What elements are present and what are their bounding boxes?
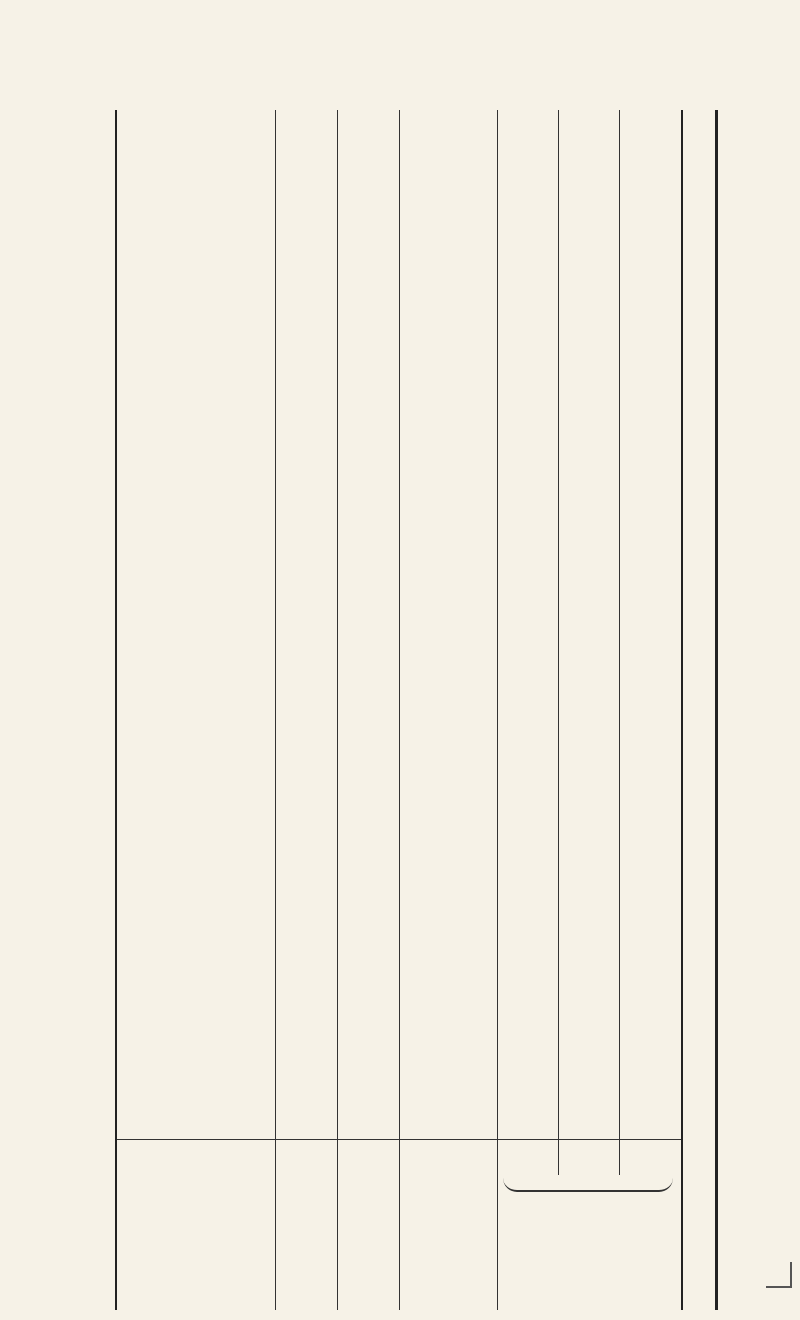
carbon-row xyxy=(497,110,559,1175)
state-cell-10 xyxy=(399,210,497,303)
hydrogen-cell-6 xyxy=(558,582,619,675)
state-cell-6 xyxy=(399,582,497,675)
hydrogen-cell-2 xyxy=(558,954,619,1047)
coke-cell-11 xyxy=(337,117,399,210)
density-cell-11 xyxy=(275,117,337,210)
carbon-cell-6 xyxy=(497,582,558,675)
coke-cell-2 xyxy=(337,954,399,1047)
coke-cell-10 xyxy=(337,210,399,303)
density-cell-10 xyxy=(275,210,337,303)
carbon-label xyxy=(497,1140,558,1175)
fuel-row xyxy=(117,110,276,1310)
carbon-cell-8 xyxy=(497,396,558,489)
fuel-cell-10 xyxy=(117,210,275,303)
fuel-cell-11 xyxy=(117,117,275,210)
hydrogen-cell-4 xyxy=(558,768,619,861)
state-row xyxy=(399,110,498,1310)
fuel-cell-3 xyxy=(117,861,275,954)
carbon-cell-2 xyxy=(497,954,558,1047)
state-cell-9 xyxy=(399,303,497,396)
state-cell-3 xyxy=(399,861,497,954)
hydrogen-cell-11 xyxy=(558,117,619,210)
fuel-cell-4 xyxy=(117,768,275,861)
oxygen-cell-10 xyxy=(619,210,681,303)
fuel-cell-5 xyxy=(117,675,275,768)
oxygen-row xyxy=(619,110,681,1175)
coke-cell-6 xyxy=(337,582,399,675)
carbon-cell-10 xyxy=(497,210,558,303)
state-cell-2 xyxy=(399,954,497,1047)
state-cell-5 xyxy=(399,675,497,768)
density-cell-5 xyxy=(275,675,337,768)
coke-cell-3 xyxy=(337,861,399,954)
table-title xyxy=(20,110,90,1310)
hydrogen-cell-1 xyxy=(558,1047,619,1140)
oxygen-cell-7 xyxy=(619,489,681,582)
state-header xyxy=(399,1140,497,1310)
oxygen-cell-2 xyxy=(619,954,681,1047)
hydrogen-cell-10 xyxy=(558,210,619,303)
parts-header xyxy=(497,1192,681,1310)
hydrogen-cell-3 xyxy=(558,861,619,954)
fuel-cell-8 xyxy=(117,396,275,489)
coke-cell-9 xyxy=(337,303,399,396)
density-header xyxy=(275,1140,337,1310)
state-cell-1 xyxy=(399,1047,497,1140)
page-corner-mark xyxy=(766,1262,792,1288)
density-cell-3 xyxy=(275,861,337,954)
hydrogen-cell-5 xyxy=(558,675,619,768)
density-cell-9 xyxy=(275,303,337,396)
page-header xyxy=(0,0,800,100)
oxygen-cell-3 xyxy=(619,861,681,954)
fuel-cell-7 xyxy=(117,489,275,582)
rotated-table-page xyxy=(20,110,720,1310)
state-cell-11 xyxy=(399,117,497,210)
density-cell-4 xyxy=(275,768,337,861)
oxygen-cell-8 xyxy=(619,396,681,489)
density-cell-6 xyxy=(275,582,337,675)
parts-group xyxy=(497,110,683,1310)
coke-cell-5 xyxy=(337,675,399,768)
carbon-cell-1 xyxy=(497,1047,558,1140)
data-table xyxy=(115,110,718,1310)
hydrogen-row xyxy=(558,110,620,1175)
oxygen-cell-11 xyxy=(619,117,681,210)
hydrogen-cell-8 xyxy=(558,396,619,489)
fuel-header xyxy=(117,1140,275,1310)
fuel-cell-2 xyxy=(117,954,275,1047)
coke-cell-4 xyxy=(337,768,399,861)
carbon-cell-3 xyxy=(497,861,558,954)
density-row xyxy=(275,110,338,1310)
hydrogen-cell-7 xyxy=(558,489,619,582)
density-cell-8 xyxy=(275,396,337,489)
fuel-cell-1 xyxy=(117,1047,275,1140)
carbon-cell-4 xyxy=(497,768,558,861)
coke-cell-8 xyxy=(337,396,399,489)
hydrogen-cell-9 xyxy=(558,303,619,396)
coke-row xyxy=(337,110,400,1310)
coke-cell-1 xyxy=(337,1047,399,1140)
fuel-cell-6 xyxy=(117,582,275,675)
oxygen-cell-5 xyxy=(619,675,681,768)
state-cell-8 xyxy=(399,396,497,489)
carbon-cell-9 xyxy=(497,303,558,396)
hydrogen-label xyxy=(558,1140,619,1175)
oxygen-label xyxy=(619,1140,681,1175)
carbon-cell-5 xyxy=(497,675,558,768)
density-cell-2 xyxy=(275,954,337,1047)
fuel-cell-9 xyxy=(117,303,275,396)
density-cell-1 xyxy=(275,1047,337,1140)
state-cell-4 xyxy=(399,768,497,861)
state-cell-7 xyxy=(399,489,497,582)
oxygen-cell-4 xyxy=(619,768,681,861)
oxygen-cell-9 xyxy=(619,303,681,396)
carbon-cell-11 xyxy=(497,117,558,210)
density-cell-7 xyxy=(275,489,337,582)
oxygen-cell-6 xyxy=(619,582,681,675)
coke-header xyxy=(337,1140,399,1310)
oxygen-cell-1 xyxy=(619,1047,681,1140)
carbon-cell-7 xyxy=(497,489,558,582)
coke-cell-7 xyxy=(337,489,399,582)
